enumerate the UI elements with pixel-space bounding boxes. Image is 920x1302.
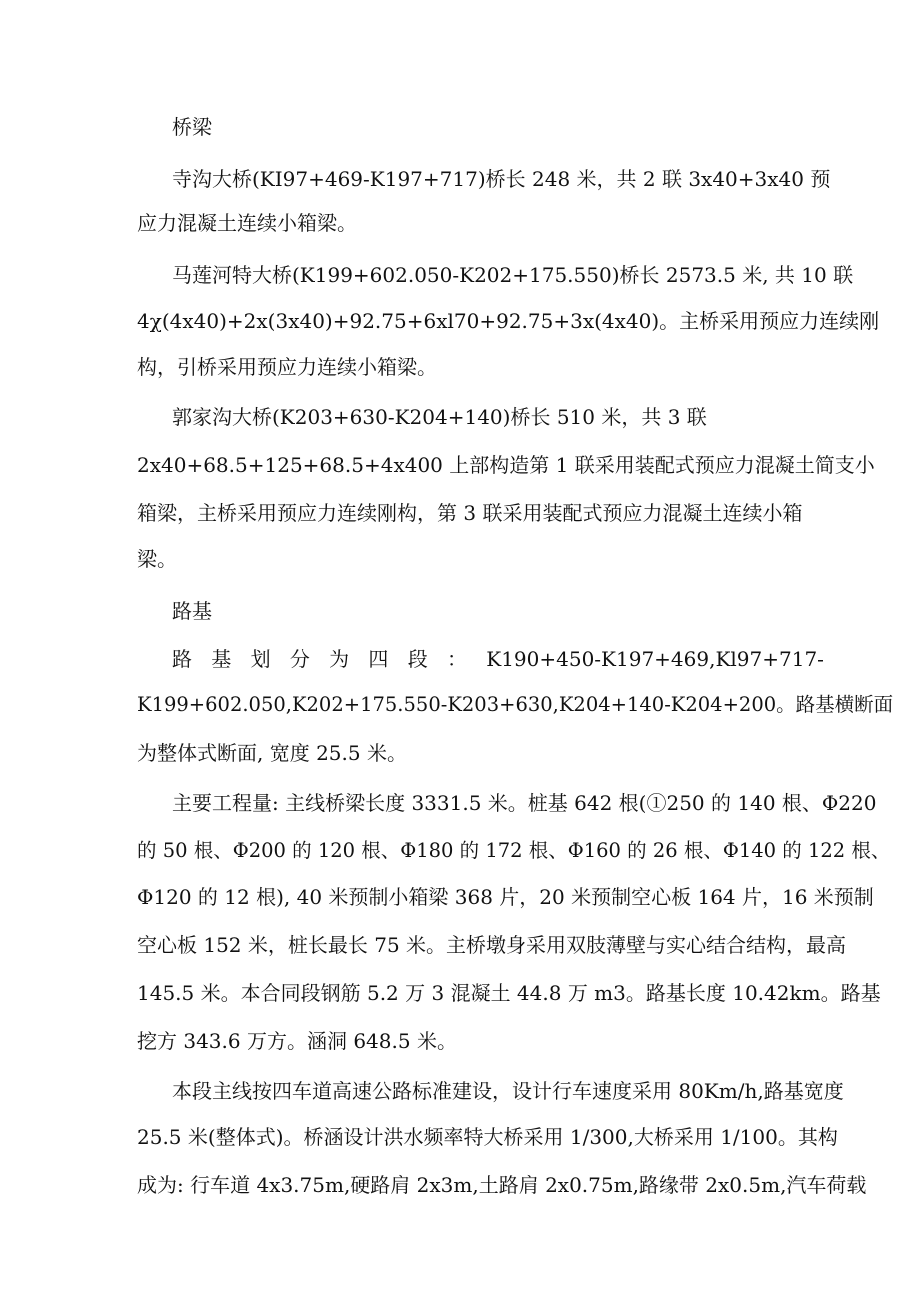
paragraph-subgrade-line-1 (172, 644, 824, 674)
paragraph-malianhe-line-2: 4χ(4x40)+2x(3x40)+92.75+6xl70+92.75+3x(4x40)。主桥采用预应力连续刚 (137, 309, 880, 333)
subgrade-word: 四 (368, 647, 389, 671)
paragraph-guojiagou-line-2: 2x40+68.5+125+68.5+4x400 上部构造第 1 联采用装配式预应力混凝土简支小 (137, 453, 875, 477)
paragraph-guojiagou-line-4: 梁。 (137, 547, 177, 571)
paragraph-quantities-line-6: 挖方 343.6 万方。涵洞 648.5 米。 (137, 1029, 457, 1053)
paragraph-quantities-line-5: 145.5 米。本合同段钢筋 5.2 万 3 混凝土 44.8 万 m3。路基长度 10.42km。路基 (137, 981, 881, 1005)
subgrade-word: 为 (329, 647, 350, 671)
subgrade-word: 段 (407, 647, 428, 671)
subgrade-word: 分 (289, 647, 310, 671)
subgrade-word: 划 (250, 647, 271, 671)
paragraph-subgrade-line-2: K199+602.050,K202+175.550-K203+630,K204+140-K204+200。路基横断面 (137, 693, 894, 716)
section-heading-bridges: 桥梁 (172, 115, 212, 139)
subgrade-word: 基 (211, 647, 232, 671)
paragraph-quantities-line-4: 空心板 152 米，桩长最长 75 米。主桥墩身采用双肢薄壁与实心结合结构，最高 (137, 933, 847, 957)
paragraph-standard-line-1: 本段主线按四车道高速公路标准建设，设计行车速度采用 80Km∕h,路基宽度 (172, 1079, 844, 1103)
paragraph-guojiagou-line-3: 箱梁，主桥采用预应力连续刚构，第 3 联采用装配式预应力混凝土连续小箱 (137, 501, 803, 525)
paragraph-quantities-line-3: Φ120 的 12 根), 40 米预制小箱梁 368 片，20 米预制空心板 164 片，16 米预制 (137, 885, 874, 909)
paragraph-subgrade-line-3: 为整体式断面, 宽度 25.5 米。 (137, 741, 407, 765)
subgrade-word: 路 (172, 647, 192, 671)
paragraph-sigou-line-2: 应力混凝土连续小箱梁。 (137, 211, 357, 235)
section-heading-subgrade: 路基 (172, 599, 212, 623)
paragraph-malianhe-line-3: 构，引桥采用预应力连续小箱梁。 (137, 355, 437, 379)
paragraph-guojiagou-line-1: 郭家沟大桥(K203+630-K204+140)桥长 510 米，共 3 联 (172, 405, 707, 429)
paragraph-standard-line-3: 成为: 行车道 4x3.75m,硬路肩 2x3m,土路肩 2x0.75m,路缘带 2x0.5m,汽车荷载 (137, 1173, 867, 1197)
paragraph-malianhe-line-1: 马莲河特大桥(K199+602.050-K202+175.550)桥长 2573.5 米, 共 10 联 (172, 263, 854, 287)
paragraph-quantities-line-2: 的 50 根、Φ200 的 120 根、Φ180 的 172 根、Φ160 的 26 根、Φ140 的 122 根、 (137, 839, 891, 862)
subgrade-word: ： (446, 647, 467, 671)
subgrade-word: K190+450-K197+469,Kl97+717- (486, 647, 824, 671)
paragraph-quantities-line-1: 主要工程量: 主线桥梁长度 3331.5 米。桩基 642 根(①250 的 140 根、Φ220 (172, 791, 877, 815)
paragraph-standard-line-2: 25.5 米(整体式)。桥涵设计洪水频率特大桥采用 1/300,大桥采用 1/100。其构 (137, 1125, 838, 1149)
paragraph-sigou-line-1: 寺沟大桥(KI97+469-K197+717)桥长 248 米，共 2 联 3x40+3x40 预 (172, 167, 831, 191)
